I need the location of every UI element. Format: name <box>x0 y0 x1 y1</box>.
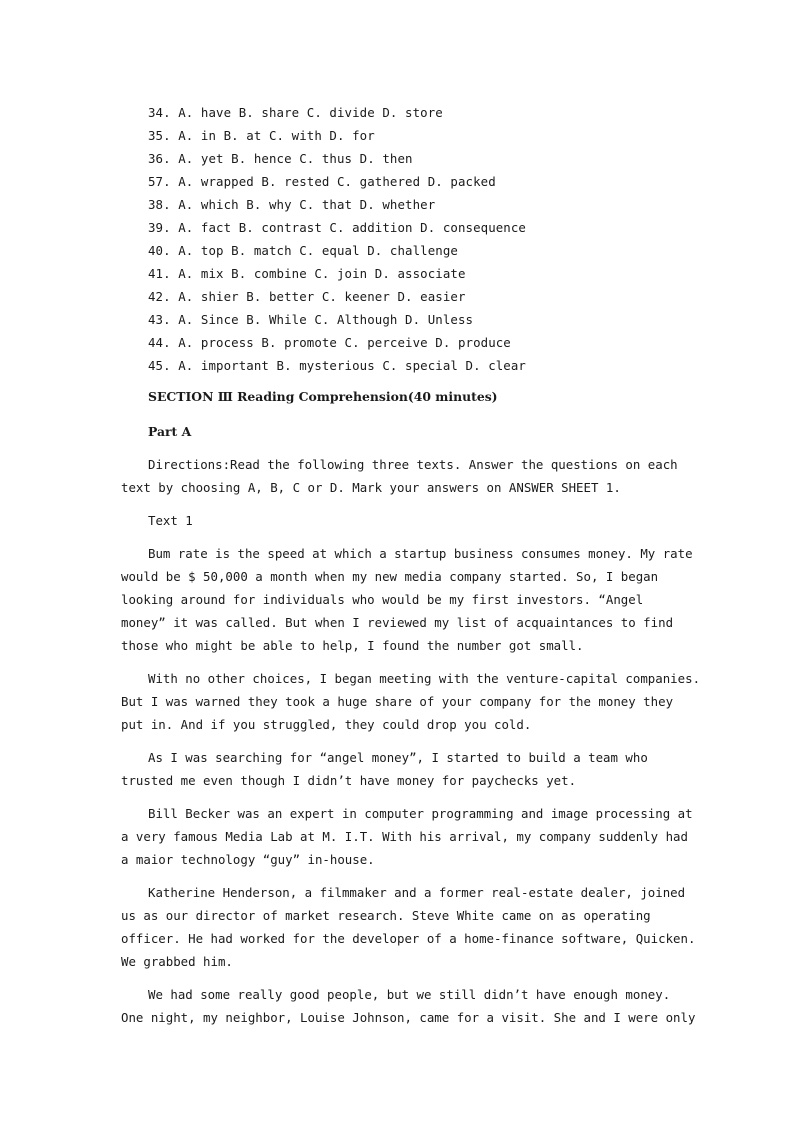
directions-line: text by choosing A, B, C or D. Mark your answers on ANSWER SHEET 1. <box>121 480 621 495</box>
paragraph-line: a very famous Media Lab at M. I.T. With his arrival, my company suddenly had <box>121 829 688 844</box>
directions-line: Directions:Read the following three texts. Answer the questions on each <box>148 457 678 472</box>
option-line-38: 38. A. which B. why C. that D. whether <box>148 197 436 212</box>
paragraph-line: As I was searching for “angel money”, I started to build a team who <box>148 750 648 765</box>
text-label: Text 1 <box>148 513 193 528</box>
paragraph-line: a maior technology “guy” in-house. <box>121 852 375 867</box>
paragraph-line: put in. And if you struggled, they could drop you cold. <box>121 717 532 732</box>
paragraph-line: Katherine Henderson, a filmmaker and a former real-estate dealer, joined <box>148 885 686 900</box>
option-line-41: 41. A. mix B. combine C. join D. associate <box>148 266 466 281</box>
option-line-37: 57. A. wrapped B. rested C. gathered D. packed <box>148 174 496 189</box>
option-line-45: 45. A. important B. mysterious C. special D. clear <box>148 358 526 373</box>
part-heading: Part A <box>148 424 192 439</box>
section-heading: SECTION Ⅲ Reading Comprehension(40 minutes) <box>148 389 498 404</box>
option-line-36: 36. A. yet B. hence C. thus D. then <box>148 151 413 166</box>
paragraph-line: looking around for individuals who would be my first investors. “Angel <box>121 592 644 607</box>
paragraph-line: trusted me even though I didn’t have money for paychecks yet. <box>121 773 577 788</box>
paragraph-line: Bum rate is the speed at which a startup business consumes money. My rate <box>148 546 693 561</box>
paragraph-line: officer. He had worked for the developer of a home-finance software, Quicken. <box>121 931 696 946</box>
paragraph-line: Bill Becker was an expert in computer programming and image processing at <box>148 806 693 821</box>
option-line-44: 44. A. process B. promote C. perceive D. produce <box>148 335 511 350</box>
paragraph-line: those who might be able to help, I found the number got small. <box>121 638 584 653</box>
option-line-40: 40. A. top B. match C. equal D. challenge <box>148 243 458 258</box>
option-line-34: 34. A. have B. share C. divide D. store <box>148 105 443 120</box>
paragraph-line: We grabbed him. <box>121 954 233 969</box>
option-line-35: 35. A. in B. at C. with D. for <box>148 128 375 143</box>
paragraph-line: We had some really good people, but we still didn’t have enough money. <box>148 987 671 1002</box>
option-line-42: 42. A. shier B. better C. keener D. easier <box>148 289 466 304</box>
option-line-43: 43. A. Since B. While C. Although D. Unless <box>148 312 474 327</box>
paragraph-line: money” it was called. But when I reviewed my list of acquaintances to find <box>121 615 674 630</box>
paragraph-line: would be $ 50,000 a month when my new media company started. So, I began <box>121 569 659 584</box>
paragraph-line: With no other choices, I began meeting with the venture-capital companies. <box>148 671 701 686</box>
paragraph-line: But I was warned they took a huge share of your company for the money they <box>121 694 674 709</box>
paragraph-line: One night, my neighbor, Louise Johnson, came for a visit. She and I were only <box>121 1010 696 1025</box>
paragraph-line: us as our director of market research. Steve White came on as operating <box>121 908 651 923</box>
option-line-39: 39. A. fact B. contrast C. addition D. consequence <box>148 220 526 235</box>
